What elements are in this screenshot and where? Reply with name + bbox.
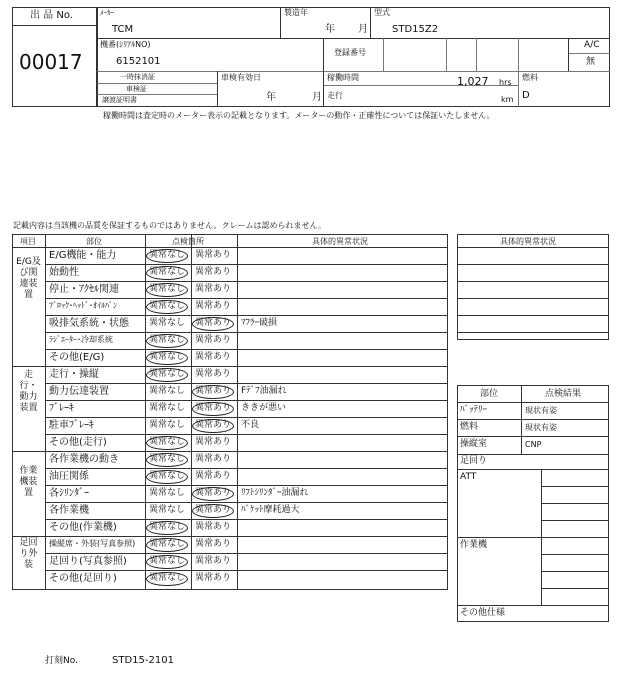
selected-circle: [192, 419, 234, 433]
normal-option: 異常なし: [149, 573, 186, 583]
result-value: CNP: [525, 440, 542, 449]
month-unit: 月: [358, 24, 368, 35]
maker-value: TCM: [112, 24, 134, 35]
reg-label: 登録番号: [334, 48, 366, 57]
col-item: 項目: [20, 237, 36, 246]
normal-option: 異常なし: [149, 420, 186, 430]
lot-label: 出 品 No.: [30, 10, 73, 21]
month-unit-2: 月: [312, 92, 322, 103]
abnormal-option: 異常あり: [195, 420, 232, 430]
normal-option: 異常なし: [149, 437, 186, 447]
row-divider: [457, 247, 609, 248]
row-divider: [12, 451, 448, 452]
divider: [370, 7, 371, 38]
group-label: E/G及び関連装置: [16, 257, 41, 300]
divider: [323, 71, 324, 107]
hours-note: 稼働時間は査定時のメーター表示の記載となります。メーターの動作・正確性については保証いたしません。: [103, 111, 495, 120]
normal-option: 異常なし: [149, 539, 186, 549]
abnormal-option: 異常あり: [195, 573, 232, 583]
inspection-cert-label: 車検証: [126, 85, 147, 93]
detail-text: 不良: [241, 420, 260, 430]
row-divider: [541, 554, 609, 555]
row-divider: [457, 469, 609, 470]
selected-circle: [192, 317, 234, 331]
header-grid: [97, 7, 610, 107]
selected-circle: [146, 368, 188, 382]
result-part: ATT: [460, 472, 477, 482]
normal-option: 異常なし: [149, 386, 186, 396]
result-col-part: 部位: [480, 389, 499, 399]
divider: [446, 38, 447, 71]
stamp-value: STD15-2101: [112, 655, 174, 666]
part-label: E/G機能・能力: [49, 250, 117, 261]
result-col-result: 点検結果: [545, 389, 582, 399]
fuel-label: 燃料: [522, 73, 538, 82]
detail-text: Fﾃﾞﾌ油漏れ: [241, 386, 287, 396]
abnormal-option: 異常あり: [195, 556, 232, 566]
row-divider: [45, 400, 448, 401]
abnormal-option: 異常あり: [195, 369, 232, 379]
divider: [518, 71, 519, 107]
row-divider: [45, 383, 448, 384]
selected-circle: [146, 436, 188, 450]
group-label: 走行・動力装置: [19, 370, 38, 413]
normal-option: 異常なし: [149, 369, 186, 379]
row-divider: [45, 349, 448, 350]
abnormal-option: 異常あり: [195, 352, 232, 362]
row-divider: [541, 486, 609, 487]
row-divider: [45, 417, 448, 418]
column-divider: [541, 469, 542, 605]
col-detail: 具体的異常状況: [312, 237, 368, 246]
stamp-label: 打刻No.: [45, 656, 78, 666]
row-divider: [457, 298, 609, 299]
detail-text: ﾊﾞｹｯﾄ摩耗過大: [241, 505, 300, 515]
part-label: ﾌﾞﾛｯｸ･ﾍｯﾄﾞ･ｵｲﾙﾊﾟﾝ: [49, 301, 117, 310]
hours-label: 稼働時間: [327, 73, 359, 82]
hours-value: 1,027: [457, 75, 489, 88]
divider: [383, 38, 384, 71]
part-label: 油圧関係: [49, 471, 89, 482]
part-label: その他(作業機): [49, 522, 117, 533]
row-divider: [457, 454, 609, 455]
part-label: 足回り(写真参照): [49, 556, 127, 567]
normal-option: 異常なし: [149, 267, 186, 277]
abnormal-option: 異常あり: [195, 335, 232, 345]
part-label: 走行・操縦: [49, 369, 99, 380]
disclaimer: 記載内容は当該機の品質を保証するものではありません。クレームは認められません。: [13, 221, 326, 230]
normal-option: 異常なし: [149, 335, 186, 345]
divider: [97, 83, 217, 84]
result-part: 作業機: [460, 540, 488, 550]
row-divider: [45, 298, 448, 299]
normal-option: 異常なし: [149, 301, 186, 311]
row-divider: [457, 605, 609, 606]
part-label: 動力伝達装置: [49, 386, 109, 397]
transfer-cert-label: 譲渡証明書: [102, 96, 137, 104]
result-value: 現状有姿: [525, 423, 557, 432]
inspection-valid-label: 車検有効日: [221, 73, 261, 82]
result-part: 足回り: [460, 456, 488, 466]
divider: [12, 25, 97, 26]
year-unit: 年: [325, 24, 335, 35]
part-label: 各作業機の動き: [49, 454, 119, 465]
selected-circle: [146, 334, 188, 348]
group-label: 足回り外装: [19, 538, 38, 570]
result-value: 現状有姿: [525, 406, 557, 415]
abnormal-option: 異常あり: [195, 250, 232, 260]
row-divider: [45, 332, 448, 333]
serial-value: 6152101: [116, 56, 161, 67]
row-divider: [45, 519, 448, 520]
part-label: 各作業機: [49, 505, 89, 516]
result-part: その他仕様: [460, 608, 506, 618]
divider: [568, 53, 610, 54]
abnormal-option: 異常あり: [195, 437, 232, 447]
selected-circle: [192, 385, 234, 399]
normal-option: 異常なし: [149, 454, 186, 464]
abnormal-option: 異常あり: [195, 386, 232, 396]
abnormal-option: 異常あり: [195, 539, 232, 549]
year-label: 製造年: [284, 8, 308, 17]
normal-option: 異常なし: [149, 505, 186, 515]
row-divider: [457, 332, 609, 333]
row-divider: [45, 434, 448, 435]
detail-text: ﾘﾌﾄｼﾘﾝﾀﾞｰ油漏れ: [241, 488, 309, 498]
divider: [323, 38, 324, 71]
selected-circle: [146, 249, 188, 263]
divider: [476, 38, 477, 71]
row-divider: [541, 588, 609, 589]
row-divider: [45, 485, 448, 486]
normal-option: 異常なし: [149, 284, 186, 294]
lot-number: 00017: [19, 50, 83, 74]
col-check: 点検箇所: [172, 237, 204, 246]
normal-option: 異常なし: [149, 250, 186, 260]
col-part: 部位: [86, 237, 102, 246]
temp-cert-label: 一時抹消証: [120, 73, 155, 81]
selected-circle: [146, 266, 188, 280]
abnormal-option: 異常あり: [195, 454, 232, 464]
row-divider: [457, 264, 609, 265]
selected-circle: [146, 470, 188, 484]
abnormal-option: 異常あり: [195, 284, 232, 294]
selected-circle: [146, 555, 188, 569]
year-unit-2: 年: [266, 92, 276, 103]
divider: [568, 38, 569, 71]
divider: [97, 38, 610, 39]
part-label: 始動性: [49, 267, 79, 278]
km-unit: km: [501, 95, 514, 104]
selected-circle: [192, 487, 234, 501]
part-label: 吸排気系統・状態: [49, 318, 129, 329]
selected-circle: [146, 453, 188, 467]
hours-unit: hrs: [499, 78, 512, 87]
fuel-value: D: [522, 90, 530, 101]
row-divider: [45, 281, 448, 282]
selected-circle: [146, 351, 188, 365]
abnormal-option: 異常あり: [195, 505, 232, 515]
part-label: ﾗｼﾞｴｰﾀｰ･冷却系統: [49, 335, 113, 344]
divider: [97, 94, 217, 95]
row-divider: [457, 281, 609, 282]
normal-option: 異常なし: [149, 471, 186, 481]
part-label: その他(E/G): [49, 352, 105, 363]
row-divider: [45, 264, 448, 265]
mileage-label: 走行: [327, 91, 343, 100]
selected-circle: [146, 300, 188, 314]
normal-option: 異常なし: [149, 352, 186, 362]
group-label: 作業機装置: [19, 466, 38, 498]
part-label: 駐車ﾌﾞﾚｰｷ: [49, 420, 94, 431]
selected-circle: [192, 402, 234, 416]
part-label: その他(走行): [49, 437, 107, 448]
serial-label: 機番(ｼﾘｱﾙNO): [100, 40, 151, 49]
divider: [280, 7, 281, 38]
row-divider: [457, 436, 609, 437]
selected-circle: [192, 504, 234, 518]
selected-circle: [146, 572, 188, 586]
divider: [518, 38, 519, 71]
abnormal-option: 異常あり: [195, 267, 232, 277]
right-detail-box: [457, 234, 609, 340]
result-part: 操縦室: [460, 439, 488, 449]
row-divider: [45, 502, 448, 503]
row-divider: [541, 503, 609, 504]
part-label: 停止・ｱｸｾﾙ関連: [49, 284, 119, 295]
model-label: 型式: [374, 8, 390, 17]
row-divider: [45, 468, 448, 469]
abnormal-option: 異常あり: [195, 471, 232, 481]
right-detail-header: 具体的異常状況: [500, 237, 556, 246]
abnormal-option: 異常あり: [195, 301, 232, 311]
normal-option: 異常なし: [149, 403, 186, 413]
result-part: 燃料: [460, 422, 479, 432]
row-divider: [45, 570, 448, 571]
selected-circle: [146, 521, 188, 535]
divider: [217, 71, 218, 107]
ac-value: 無: [586, 57, 596, 67]
part-label: ﾌﾞﾚｰｷ: [49, 403, 74, 414]
normal-option: 異常なし: [149, 556, 186, 566]
divider: [323, 85, 518, 86]
maker-label: ﾒｰｶｰ: [100, 9, 114, 17]
row-divider: [45, 315, 448, 316]
normal-option: 異常なし: [149, 522, 186, 532]
result-part: ﾊﾞｯﾃﾘｰ: [460, 405, 488, 415]
abnormal-option: 異常あり: [195, 522, 232, 532]
row-divider: [457, 402, 609, 403]
divider: [12, 247, 448, 248]
model-value: STD15Z2: [392, 24, 439, 35]
row-divider: [457, 315, 609, 316]
selected-circle: [146, 283, 188, 297]
abnormal-option: 異常あり: [195, 403, 232, 413]
row-divider: [457, 419, 609, 420]
row-divider: [541, 571, 609, 572]
abnormal-option: 異常あり: [195, 488, 232, 498]
part-label: その他(足回り): [49, 573, 117, 584]
row-divider: [45, 553, 448, 554]
row-divider: [457, 537, 609, 538]
row-divider: [12, 536, 448, 537]
normal-option: 異常なし: [149, 488, 186, 498]
part-label: 各ｼﾘﾝﾀﾞｰ: [49, 488, 89, 499]
row-divider: [12, 366, 448, 367]
abnormal-option: 異常あり: [195, 318, 232, 328]
detail-text: ﾏﾌﾗｰ破損: [241, 318, 278, 328]
part-label: 操縦席・外装(写真参照): [49, 539, 136, 548]
divider: [97, 71, 610, 72]
ac-label: A/C: [584, 40, 600, 50]
detail-text: ききが悪い: [241, 403, 287, 413]
row-divider: [541, 520, 609, 521]
normal-option: 異常なし: [149, 318, 186, 328]
selected-circle: [146, 538, 188, 552]
